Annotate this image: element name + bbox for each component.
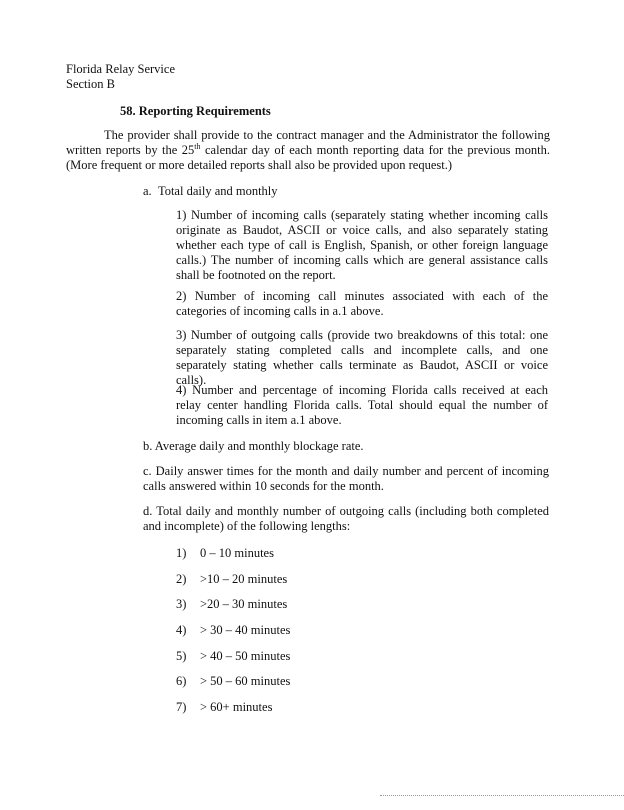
footer-scan-line bbox=[380, 795, 624, 796]
item-d: d. Total daily and monthly number of outgoing calls (including both completed and incomplete) of the following lengths: bbox=[143, 504, 549, 533]
item-c: c. Daily answer times for the month and daily number and percent of incoming calls answered within 10 seconds for the month. bbox=[143, 464, 549, 493]
length-num: 3) bbox=[176, 597, 187, 611]
length-text: > 30 – 40 minutes bbox=[200, 623, 291, 637]
intro-text-1: The provider shall provide to the contract manager and the Administrator the following written reports by the 25 bbox=[66, 128, 550, 157]
item-a-sub-1: 1) Number of incoming calls (separately stating whether incoming calls originate as Baudot, ASCII or voice calls, and also separately stating whether each type of call is English, Spanish, or other foreign language calls.) The number of incoming calls which are general assistance calls shall be footnoted on the report. bbox=[176, 208, 548, 282]
item-a-sub-2: 2) Number of incoming call minutes associated with each of the categories of incoming calls in a.1 above. bbox=[176, 289, 548, 318]
length-num: 5) bbox=[176, 649, 187, 663]
length-item bbox=[176, 546, 274, 561]
length-num: 1) bbox=[176, 546, 187, 560]
length-text: > 60+ minutes bbox=[200, 700, 273, 714]
intro-superscript: th bbox=[194, 141, 201, 151]
document-header bbox=[66, 62, 175, 92]
header-line-2: Section B bbox=[66, 77, 115, 91]
length-item bbox=[176, 649, 290, 664]
item-a-text: Total daily and monthly bbox=[157, 184, 278, 198]
length-text: >10 – 20 minutes bbox=[200, 572, 288, 586]
length-num: 7) bbox=[176, 700, 187, 714]
length-num: 2) bbox=[176, 572, 187, 586]
length-item bbox=[176, 623, 290, 638]
item-a-sub-3: 3) Number of outgoing calls (provide two breakdowns of this total: one separately stating completed calls and incomplete calls, and one separately stating whether calls terminate as Baudot, ASCII or voice calls). bbox=[176, 328, 548, 387]
length-text: > 40 – 50 minutes bbox=[200, 649, 291, 663]
length-item bbox=[176, 572, 287, 587]
length-item bbox=[176, 700, 272, 715]
section-title: 58. Reporting Requirements bbox=[120, 104, 271, 118]
length-text: >20 – 30 minutes bbox=[200, 597, 288, 611]
length-text: > 50 – 60 minutes bbox=[200, 674, 291, 688]
length-item bbox=[176, 674, 290, 689]
length-num: 4) bbox=[176, 623, 187, 637]
length-text: 0 – 10 minutes bbox=[200, 546, 274, 560]
length-item bbox=[176, 597, 287, 612]
item-a-sub-4: 4) Number and percentage of incoming Florida calls received at each relay center handling Florida calls. Total should equal the number of incoming calls in item a.1 above. bbox=[176, 383, 548, 427]
item-a bbox=[143, 184, 278, 199]
item-a-label: a. bbox=[143, 184, 152, 198]
item-b: b. Average daily and monthly blockage rate. bbox=[143, 439, 364, 453]
intro-paragraph bbox=[66, 128, 550, 173]
header-line-1: Florida Relay Service bbox=[66, 62, 175, 76]
length-num: 6) bbox=[176, 674, 187, 688]
intro-text-2: calendar day of each month reporting data for the previous month. (More frequent or more detailed reports shall also be provided upon request.) bbox=[66, 143, 550, 172]
